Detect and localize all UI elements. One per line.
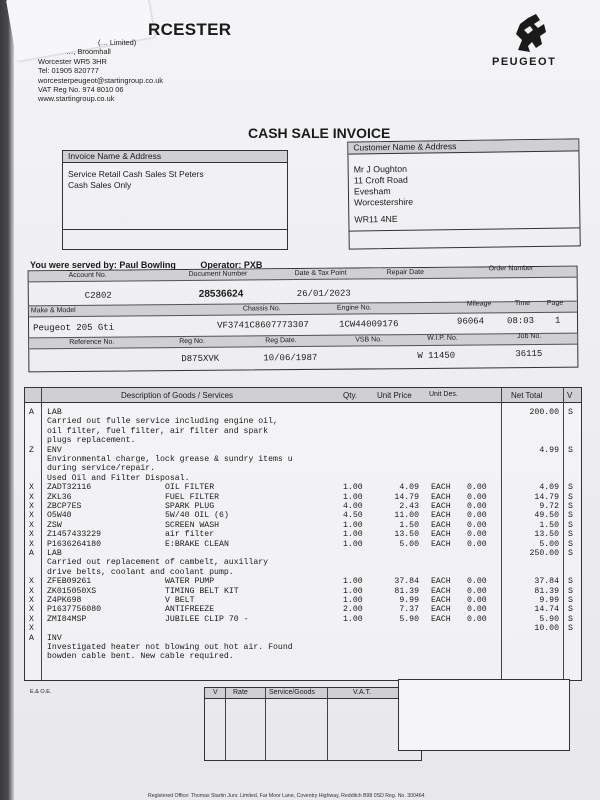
table-row (25, 502, 581, 511)
table-row (25, 605, 581, 614)
row-qty: 1.00 (343, 539, 363, 549)
row-part-number: Z4PK698 (47, 596, 82, 605)
customer-line: 11 Croft Road (353, 174, 408, 186)
row-code: X (29, 520, 34, 530)
row-vat-code: S (568, 483, 573, 493)
row-vat-code: S (568, 502, 573, 511)
customer-address-box (347, 138, 580, 249)
row-unit-price: 4.09 (399, 483, 419, 493)
table-row (25, 427, 581, 436)
row-code: X (29, 492, 34, 502)
row-part-number: ZBCP7ES (47, 502, 82, 511)
address-line: (… Limited) (98, 38, 137, 47)
value-chassis-no: VF3741C8607773307 (217, 319, 309, 331)
customer-postcode: WR11 4NE (354, 213, 398, 225)
row-code: X (29, 530, 34, 540)
row-part-number: ZK015050XS (47, 586, 97, 596)
vat-divider (225, 688, 226, 760)
row-net-total: 4.09 (539, 483, 559, 493)
vat-col-v: V (213, 689, 218, 696)
row-description: bowden cable bent. New cable required. (47, 652, 234, 662)
invoice-address-box (62, 150, 288, 250)
header-order-number: Order Number (488, 264, 534, 273)
peugeot-lion-logo (500, 10, 560, 54)
header-job-no: Job No. (517, 332, 542, 341)
header-document-number: Document Number (188, 270, 248, 278)
table-row (25, 483, 581, 492)
header-page: Page (546, 299, 564, 307)
row-unit: EACH (431, 577, 451, 587)
header-mileage: Mileage (466, 300, 492, 308)
row-unit: EACH (431, 511, 451, 521)
row-description: Used Oil and Filter Disposal. (47, 473, 190, 483)
row-net-total: 4.99 (539, 445, 559, 455)
value-reg-date: 10/06/1987 (263, 352, 318, 364)
row-vat-code: S (568, 577, 573, 587)
header-wip-no: W.I.P. No. (427, 334, 458, 342)
row-vat-code: S (568, 408, 573, 417)
row-unit: EACH (431, 605, 451, 615)
address-line: Tel: 01905 820777 (38, 66, 99, 76)
row-discount: 0.00 (467, 605, 487, 615)
row-description: ENV (47, 445, 62, 455)
row-code: X (29, 577, 34, 587)
table-row (25, 464, 581, 473)
row-vat-code: S (568, 596, 573, 605)
row-vat-code: S (568, 549, 573, 558)
row-part-description: TIMING BELT KIT (165, 586, 239, 596)
row-vat-code: S (568, 539, 573, 549)
row-part-number: P1637756080 (47, 605, 102, 615)
row-unit: EACH (431, 586, 451, 596)
table-row (25, 596, 581, 605)
row-net-total: 49.50 (534, 511, 559, 521)
info-header-row-3 (29, 333, 577, 350)
col-v: V (567, 391, 573, 400)
row-net-total: 13.50 (534, 530, 559, 540)
dealer-name: RCESTER (148, 20, 232, 39)
header-reference-no: Reference No. (69, 338, 115, 347)
row-part-description: SPARK PLUG (165, 502, 215, 511)
table-row (25, 577, 581, 586)
row-net-total: 37.84 (534, 577, 559, 587)
vat-header (205, 688, 421, 699)
table-row (25, 568, 581, 577)
row-part-number: ZKL36 (47, 492, 72, 502)
row-net-total: 14.74 (534, 605, 559, 615)
value-document-number: 28536624 (198, 288, 244, 300)
row-net-total: 9.72 (539, 502, 559, 511)
row-part-description: JUBILEE CLIP 70 - (165, 614, 249, 624)
invoice-footer (24, 679, 580, 759)
table-row (25, 521, 581, 530)
row-vat-code: S (568, 624, 573, 634)
row-discount: 0.00 (467, 483, 487, 493)
header-reg-date: Reg Date. (265, 337, 297, 345)
customer-line: Evesham (353, 186, 391, 197)
row-unit-price: 14.79 (394, 492, 419, 502)
row-unit: EACH (431, 520, 451, 530)
value-time: 08:03 (506, 315, 535, 327)
row-part-number: ZMI84MSP (47, 614, 87, 624)
address-line: …, Broomhall (66, 47, 111, 57)
row-unit: EACH (431, 492, 451, 502)
header-date-tax-point: Date & Tax Point (294, 269, 347, 278)
vat-col-rate: Rate (233, 689, 248, 696)
header-account-no: Account No. (68, 271, 107, 280)
totals-box (398, 679, 570, 751)
row-qty: 1.00 (343, 530, 363, 540)
row-unit-price: 37.84 (394, 577, 419, 587)
row-unit-price: 11.00 (394, 511, 419, 521)
table-row (25, 408, 581, 417)
row-code: A (29, 408, 34, 417)
value-date: 26/01/2023 (296, 288, 351, 300)
row-part-description: FUEL FILTER (165, 492, 220, 502)
row-description: Environmental charge, lock grease & sundry items u (47, 455, 293, 464)
value-wip-no: W 11450 (417, 350, 456, 362)
row-vat-code: S (568, 492, 573, 502)
table-row (25, 436, 581, 445)
header-make-model: Make & Model (30, 306, 76, 315)
value-mileage: 96064 (456, 316, 485, 327)
row-unit: EACH (431, 530, 451, 540)
row-part-description: SCREEN WASH (165, 520, 220, 530)
row-part-number: P1636264180 (47, 539, 102, 549)
row-description: plugs replacement. (47, 436, 136, 446)
col-description: Description of Goods / Services (121, 391, 234, 400)
row-code: X (29, 539, 34, 549)
row-qty: 1.00 (343, 520, 363, 530)
row-net-total: 200.00 (529, 408, 559, 417)
row-code: A (29, 633, 34, 643)
row-qty: 1.00 (343, 596, 363, 605)
invoice-box-line: Service Retail Cash Sales St Peters (68, 169, 204, 179)
row-description: Investigated heater not blowing out hot air. Found (47, 643, 293, 652)
row-code: X (29, 586, 34, 596)
row-net-total: 1.50 (539, 520, 559, 530)
table-row (25, 643, 581, 652)
row-discount: 0.00 (467, 539, 487, 549)
row-net-total: 14.79 (534, 492, 559, 502)
row-part-description: V BELT (165, 596, 195, 605)
row-part-description: air filter (165, 530, 215, 540)
row-description: LAB (47, 549, 62, 558)
row-discount: 0.00 (467, 502, 487, 511)
row-discount: 0.00 (467, 577, 487, 587)
header-engine-no: Engine No. (336, 304, 372, 312)
row-code: X (29, 502, 34, 511)
value-account-no: C2802 (84, 290, 112, 301)
table-row (25, 511, 581, 520)
value-page: 1 (554, 315, 561, 326)
table-row (25, 417, 581, 426)
row-discount: 0.00 (467, 586, 487, 596)
row-qty: 1.00 (343, 614, 363, 624)
registered-office: Registered Office: Thomas Startin Junr. Limited, Far Moor Lane, Coventry Highway, Redditch B98 0SD Reg. No. 300464 (148, 793, 425, 799)
row-code: X (29, 614, 34, 624)
address-line: worcesterpeugeot@startingroup.co.uk (38, 75, 163, 85)
row-unit: EACH (431, 596, 451, 605)
row-vat-code: S (568, 530, 573, 540)
header-time: Time (514, 300, 531, 308)
row-part-description: ANTIFREEZE (165, 605, 215, 615)
row-vat-code: S (568, 520, 573, 530)
col-qty: Qty. (343, 391, 358, 400)
row-discount: 0.00 (467, 511, 487, 521)
eoe-note: E.& O.E. (30, 689, 52, 695)
vat-divider (327, 688, 328, 760)
row-vat-code: S (568, 445, 573, 455)
value-engine-no: 1CW44009176 (339, 319, 399, 330)
row-code: X (29, 624, 34, 634)
row-net-total: 9.99 (539, 596, 559, 605)
table-row (25, 455, 581, 464)
row-qty: 1.00 (343, 577, 363, 587)
row-discount: 0.00 (467, 520, 487, 530)
row-part-description: 5W/40 OIL (6) (165, 511, 229, 521)
row-unit-price: 81.39 (394, 586, 419, 596)
info-header-row-2 (29, 301, 577, 318)
dealer-address (38, 38, 163, 104)
row-net-total: 10.00 (534, 624, 559, 634)
row-qty: 4.00 (343, 502, 363, 511)
row-description: Carried out replacement of cambelt, auxillary (47, 558, 269, 568)
value-make-model: Peugeot 205 Gti (33, 322, 115, 334)
row-code: X (29, 483, 34, 493)
table-row (25, 446, 581, 455)
row-code: X (29, 511, 34, 521)
served-by-text: You were served by: Paul Bowling (30, 260, 176, 270)
invoice-box-header: Invoice Name & Address (63, 151, 287, 163)
row-part-description: E:BRAKE CLEAN (165, 539, 229, 549)
row-part-number: Z1457433229 (47, 530, 102, 540)
value-reg-no: D875XVK (181, 353, 220, 365)
row-unit-price: 7.37 (399, 605, 419, 615)
table-row (25, 587, 581, 596)
row-part-number: O5W40 (47, 511, 72, 521)
row-description: LAB (47, 408, 62, 417)
header-vsb-no: VSB No. (355, 336, 383, 344)
row-unit: EACH (431, 483, 451, 493)
table-row (25, 549, 581, 558)
row-code: Z (29, 445, 34, 455)
invoice-box-line: Cash Sales Only (68, 180, 132, 190)
col-net-total: Net Total (511, 391, 543, 400)
row-part-number: ZADT32116 (47, 483, 92, 493)
vat-col-service-goods: Service/Goods (269, 689, 315, 696)
divider (63, 229, 287, 230)
row-unit: EACH (431, 539, 451, 549)
row-part-description: OIL FILTER (165, 483, 215, 493)
row-discount: 0.00 (467, 614, 487, 624)
divider (349, 227, 579, 231)
row-vat-code: S (568, 605, 573, 615)
row-unit-price: 2.43 (399, 502, 419, 511)
header-chassis-no: Chassis No. (242, 305, 281, 313)
table-row (25, 530, 581, 539)
row-vat-code: S (568, 511, 573, 521)
address-line: Worcester WR5 3HR (38, 56, 107, 66)
row-qty: 4.50 (343, 511, 363, 521)
row-unit-price: 5.00 (399, 539, 419, 549)
row-net-total: 5.90 (539, 614, 559, 624)
row-description: during service/repair. (47, 464, 156, 474)
table-row (25, 615, 581, 624)
invoice-info-grid (28, 266, 579, 373)
row-code: X (29, 596, 34, 605)
row-discount: 0.00 (467, 492, 487, 502)
row-net-total: 250.00 (529, 549, 559, 558)
row-discount: 0.00 (467, 596, 487, 605)
row-unit-price: 13.50 (394, 530, 419, 540)
header-repair-date: Repair Date (386, 268, 424, 277)
row-part-number: ZSW (47, 520, 62, 530)
row-qty: 1.00 (343, 586, 363, 596)
document-title: CASH SALE INVOICE (248, 125, 391, 141)
row-vat-code: S (568, 614, 573, 624)
address-line: www.startingroup.co.uk (38, 94, 115, 104)
goods-services-table (24, 387, 582, 681)
value-job-no: 36115 (515, 348, 543, 360)
header-reg-no: Reg No. (179, 337, 205, 346)
vat-summary-box (204, 687, 422, 761)
row-vat-code: S (568, 586, 573, 596)
table-row (25, 540, 581, 549)
vat-col-vat: V.A.T. (353, 689, 372, 696)
operator-text: Operator: PXB (200, 260, 263, 270)
address-line: VAT Reg No. 974 8010 06 (38, 85, 124, 95)
table-row (25, 493, 581, 502)
row-qty: 1.00 (343, 492, 363, 502)
row-qty: 2.00 (343, 605, 363, 615)
row-unit-price: 9.99 (399, 596, 419, 605)
table-row (25, 474, 581, 483)
row-unit-price: 5.90 (399, 614, 419, 624)
row-unit-price: 1.50 (399, 520, 419, 530)
customer-box-header: Customer Name & Address (348, 139, 578, 154)
row-description: INV (47, 633, 62, 643)
row-net-total: 81.39 (534, 586, 559, 596)
row-code: A (29, 549, 34, 558)
row-part-number: ZFEB09261 (47, 577, 92, 587)
table-row (25, 558, 581, 567)
row-unit: EACH (431, 614, 451, 624)
table-row (25, 634, 581, 643)
row-part-description: WATER PUMP (165, 577, 215, 587)
col-unit-price: Unit Price (377, 391, 412, 400)
row-description: Carried out fulle service including engine oil, (47, 417, 278, 427)
customer-line: Worcestershire (354, 196, 414, 208)
row-code: X (29, 605, 34, 615)
row-description: oil filter, fuel filter, air filter and spark (47, 426, 269, 436)
customer-line: Mr J Oughton (353, 163, 408, 175)
row-discount: 0.00 (467, 530, 487, 540)
table-row (25, 624, 581, 633)
brand-name: PEUGEOT (492, 56, 557, 68)
table-header (25, 388, 581, 403)
row-unit: EACH (431, 502, 451, 511)
row-qty: 1.00 (343, 483, 363, 493)
table-row (25, 652, 581, 661)
row-description: drive belts, coolant and coolant pump. (47, 567, 234, 577)
vat-divider (265, 688, 266, 760)
col-unit-des: Unit Des. (429, 391, 458, 398)
row-net-total: 5.00 (539, 539, 559, 549)
